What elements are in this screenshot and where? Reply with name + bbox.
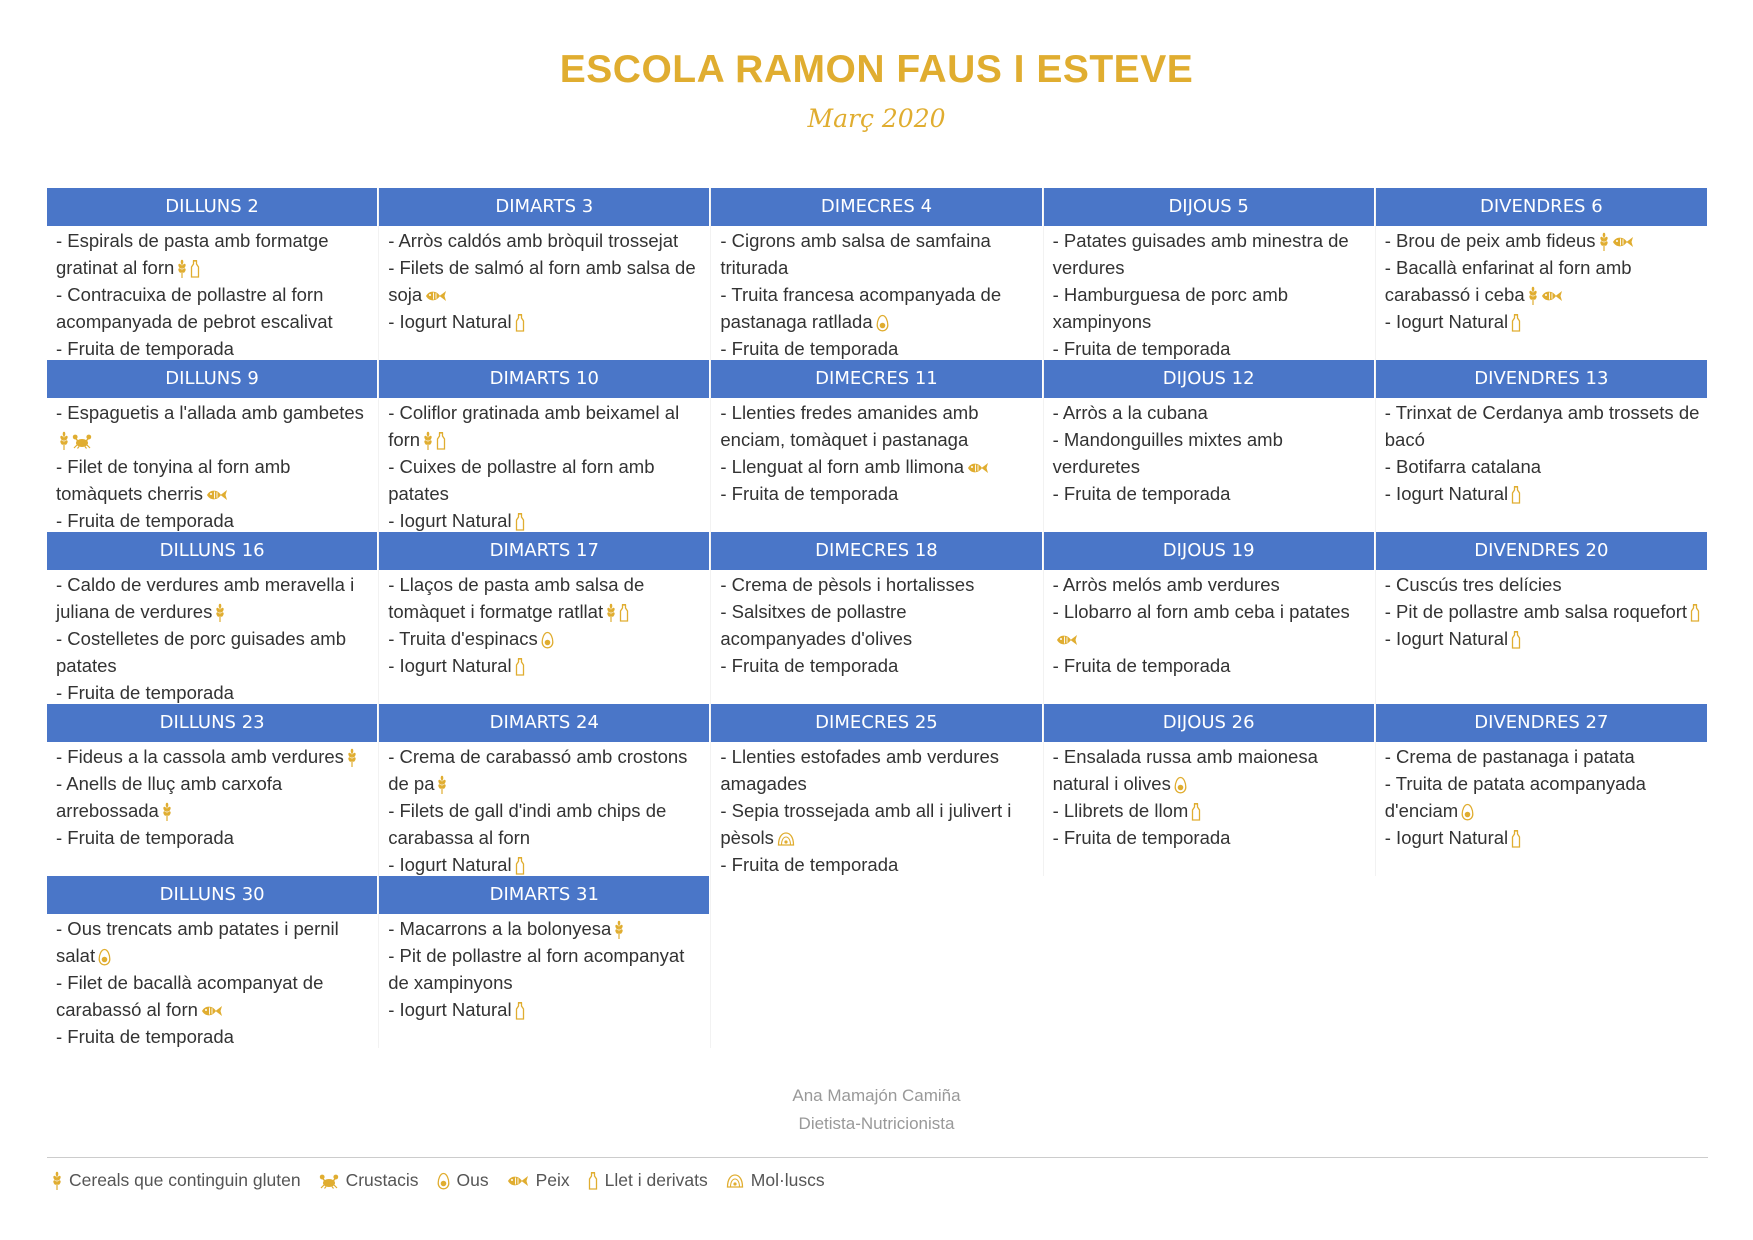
fish-icon bbox=[507, 1174, 529, 1188]
day-header: DIMECRES 18 bbox=[711, 532, 1042, 570]
gluten-wheat-icon bbox=[215, 603, 225, 623]
milk-bottle-icon bbox=[515, 1001, 525, 1021]
dish-text: - Iogurt Natural bbox=[388, 311, 512, 332]
menu-dish bbox=[388, 652, 704, 679]
day-menu bbox=[1044, 226, 1375, 362]
menu-dish bbox=[1053, 797, 1369, 824]
dish-text: - Fruita de temporada bbox=[720, 854, 899, 875]
menu-dish bbox=[56, 571, 372, 625]
gluten-wheat-icon bbox=[1528, 286, 1538, 306]
day-header: DIMECRES 4 bbox=[711, 188, 1042, 226]
dish-text: - Crema de pèsols i hortalisses bbox=[720, 574, 975, 595]
dish-text: - Pit de pollastre al forn acompanyat de xampinyons bbox=[388, 945, 685, 993]
day-cell bbox=[379, 704, 711, 876]
day-menu bbox=[1376, 742, 1708, 851]
dish-text: - Botifarra catalana bbox=[1384, 456, 1542, 477]
dish-text: - Truita d'espinacs bbox=[388, 628, 538, 649]
crab-icon bbox=[319, 1173, 339, 1189]
day-menu bbox=[711, 398, 1042, 507]
footer-divider bbox=[47, 1157, 1708, 1158]
day-menu bbox=[379, 570, 710, 679]
day-header: DIMECRES 11 bbox=[711, 360, 1042, 398]
dish-text: - Mandonguilles mixtes amb verduretes bbox=[1052, 429, 1283, 477]
day-cell bbox=[711, 704, 1043, 876]
menu-dish bbox=[388, 996, 704, 1023]
gluten-wheat-icon bbox=[1599, 232, 1609, 252]
dish-text: - Iogurt Natural bbox=[388, 510, 512, 531]
egg-icon bbox=[1174, 776, 1187, 794]
milk-bottle-icon bbox=[515, 313, 525, 333]
menu-dish bbox=[56, 625, 372, 679]
menu-dish bbox=[1385, 254, 1702, 308]
dish-text: - Bacallà enfarinat al forn amb carabassó i ceba bbox=[1384, 257, 1632, 305]
dish-text: - Fruita de temporada bbox=[56, 827, 234, 848]
menu-dish bbox=[1053, 227, 1369, 281]
milk-bottle-icon bbox=[1511, 313, 1521, 333]
gluten-wheat-icon bbox=[177, 259, 187, 279]
dish-text: - Iogurt Natural bbox=[1384, 827, 1509, 848]
dish-text: - Espirals de pasta amb formatge gratinat al forn bbox=[56, 230, 329, 278]
menu-dish bbox=[1385, 770, 1702, 824]
fish-icon bbox=[1056, 633, 1078, 647]
menu-dish bbox=[1385, 571, 1702, 598]
dish-text: - Fideus a la cassola amb verdures bbox=[56, 746, 344, 767]
gluten-wheat-icon bbox=[606, 603, 616, 623]
day-cell bbox=[379, 876, 711, 1048]
dish-text: - Fruita de temporada bbox=[1052, 338, 1231, 359]
menu-dish bbox=[56, 227, 372, 281]
dish-text: - Arròs caldós amb bròquil trossejat bbox=[388, 230, 679, 251]
egg-icon bbox=[98, 948, 111, 966]
dish-text: - Coliflor gratinada amb beixamel al forn bbox=[388, 402, 680, 450]
dish-text: - Contracuixa de pollastre al forn acompanyada de pebrot escalivat bbox=[56, 284, 333, 332]
day-cell bbox=[711, 360, 1043, 532]
menu-dish bbox=[56, 507, 372, 534]
dish-text: - Fruita de temporada bbox=[56, 682, 234, 703]
menu-dish bbox=[720, 598, 1036, 652]
week-row bbox=[47, 360, 1708, 532]
crab-icon bbox=[72, 433, 92, 449]
dish-text: - Llenguat al forn amb llimona bbox=[720, 456, 965, 477]
milk-bottle-icon bbox=[1191, 802, 1201, 822]
menu-dish bbox=[56, 969, 372, 1023]
legend-item bbox=[588, 1170, 708, 1191]
day-cell bbox=[711, 188, 1043, 360]
day-menu bbox=[47, 226, 378, 362]
dish-text: - Truita francesa acompanyada de pastanaga ratllada bbox=[720, 284, 1002, 332]
milk-bottle-icon bbox=[515, 856, 525, 876]
menu-dish bbox=[388, 227, 704, 254]
dish-text: - Truita de patata acompanyada d'enciam bbox=[1384, 773, 1646, 821]
legend-label: Mol·luscs bbox=[750, 1170, 825, 1190]
mollusc-shell-icon bbox=[777, 831, 795, 847]
legend-label: Peix bbox=[535, 1170, 570, 1190]
day-menu bbox=[379, 226, 710, 335]
milk-bottle-icon bbox=[619, 603, 629, 623]
fish-icon bbox=[425, 289, 447, 303]
menu-dish bbox=[1053, 426, 1369, 480]
menu-dish bbox=[720, 652, 1036, 679]
page-subtitle: Març 2020 bbox=[807, 104, 946, 133]
day-menu bbox=[711, 742, 1042, 878]
dish-text: - Hamburguesa de porc amb xampinyons bbox=[1052, 284, 1289, 332]
menu-dish bbox=[1385, 743, 1702, 770]
menu-dish bbox=[388, 743, 704, 797]
day-menu bbox=[1376, 398, 1708, 507]
menu-dish bbox=[56, 399, 372, 453]
menu-dish bbox=[720, 797, 1036, 851]
milk-bottle-icon bbox=[1511, 485, 1521, 505]
dish-text: - Fruita de temporada bbox=[1052, 655, 1231, 676]
dish-text: - Iogurt Natural bbox=[388, 655, 512, 676]
dish-text: - Iogurt Natural bbox=[1384, 483, 1509, 504]
menu-dish bbox=[56, 915, 372, 969]
day-header: DILLUNS 23 bbox=[47, 704, 378, 742]
menu-dish bbox=[1385, 824, 1702, 851]
fish-icon bbox=[201, 1004, 223, 1018]
dish-text: - Ensalada russa amb maionesa natural i olives bbox=[1052, 746, 1318, 794]
dish-text: - Cigrons amb salsa de samfaina triturada bbox=[720, 230, 991, 278]
menu-dish bbox=[720, 851, 1036, 878]
day-menu bbox=[379, 914, 710, 1023]
menu-dish bbox=[56, 743, 372, 770]
dish-text: - Fruita de temporada bbox=[720, 338, 899, 359]
menu-dish bbox=[1385, 625, 1702, 652]
dish-text: - Fruita de temporada bbox=[720, 655, 899, 676]
menu-dish bbox=[56, 281, 372, 335]
menu-dish bbox=[720, 399, 1036, 453]
menu-dish bbox=[1053, 399, 1369, 426]
menu-dish bbox=[56, 770, 372, 824]
dish-text: - Llaços de pasta amb salsa de tomàquet i formatge ratllat bbox=[388, 574, 645, 622]
legend-label: Llet i derivats bbox=[604, 1170, 708, 1190]
legend-item bbox=[726, 1170, 825, 1191]
day-header: DIMARTS 31 bbox=[379, 876, 710, 914]
day-cell bbox=[47, 532, 379, 704]
dish-text: - Anells de lluç amb carxofa arrebossada bbox=[56, 773, 283, 821]
day-menu bbox=[47, 914, 378, 1050]
gluten-wheat-icon bbox=[423, 431, 433, 451]
dish-text: - Iogurt Natural bbox=[1384, 628, 1509, 649]
empty-day-cell bbox=[1376, 876, 1708, 1048]
dish-text: - Fruita de temporada bbox=[56, 510, 234, 531]
menu-dish bbox=[388, 942, 704, 996]
dish-text: - Llenties fredes amanides amb enciam, tomàquet i pastanaga bbox=[720, 402, 979, 450]
day-menu bbox=[711, 570, 1042, 679]
menu-dish bbox=[1385, 308, 1702, 335]
day-cell bbox=[1044, 704, 1376, 876]
day-cell bbox=[1044, 188, 1376, 360]
gluten-wheat-icon bbox=[162, 802, 172, 822]
legend-label: Cereals que continguin gluten bbox=[69, 1170, 301, 1190]
milk-bottle-icon bbox=[515, 657, 525, 677]
dish-text: - Fruita de temporada bbox=[720, 483, 899, 504]
menu-dish bbox=[388, 254, 704, 308]
week-row bbox=[47, 704, 1708, 876]
menu-dish bbox=[388, 399, 704, 453]
day-cell bbox=[47, 360, 379, 532]
day-menu bbox=[47, 398, 378, 534]
dish-text: - Filet de bacallà acompanyat de carabassó al forn bbox=[56, 972, 324, 1020]
fish-icon bbox=[1541, 289, 1563, 303]
menu-dish bbox=[1053, 571, 1369, 598]
menu-calendar bbox=[47, 188, 1708, 1048]
dish-text: - Arròs a la cubana bbox=[1052, 402, 1208, 423]
menu-dish bbox=[720, 480, 1036, 507]
day-header: DIVENDRES 27 bbox=[1376, 704, 1708, 742]
milk-bottle-icon bbox=[436, 431, 446, 451]
legend-label: Crustacis bbox=[345, 1170, 419, 1190]
dish-text: - Crema de pastanaga i patata bbox=[1384, 746, 1635, 767]
legend-label: Ous bbox=[456, 1170, 489, 1190]
fish-icon bbox=[206, 488, 228, 502]
dish-text: - Fruita de temporada bbox=[56, 1026, 234, 1047]
dish-text: - Filets de gall d'indi amb chips de carabassa al forn bbox=[388, 800, 667, 848]
day-menu bbox=[1376, 226, 1708, 335]
day-header: DIJOUS 26 bbox=[1044, 704, 1375, 742]
day-cell bbox=[379, 188, 711, 360]
menu-dish bbox=[1053, 743, 1369, 797]
menu-dish bbox=[388, 308, 704, 335]
empty-day-cell bbox=[1044, 876, 1376, 1048]
menu-dish bbox=[1385, 227, 1702, 254]
day-cell bbox=[1376, 704, 1708, 876]
menu-dish bbox=[56, 453, 372, 507]
menu-dish bbox=[56, 824, 372, 851]
day-header: DIVENDRES 13 bbox=[1376, 360, 1708, 398]
milk-bottle-icon bbox=[515, 512, 525, 532]
day-header: DIMECRES 25 bbox=[711, 704, 1042, 742]
menu-dish bbox=[720, 335, 1036, 362]
gluten-wheat-icon bbox=[614, 920, 624, 940]
egg-icon bbox=[437, 1172, 450, 1190]
day-header: DIJOUS 12 bbox=[1044, 360, 1375, 398]
gluten-wheat-icon bbox=[59, 431, 69, 451]
menu-dish bbox=[1385, 399, 1702, 453]
day-header: DIVENDRES 20 bbox=[1376, 532, 1708, 570]
day-header: DIJOUS 5 bbox=[1044, 188, 1375, 226]
menu-dish bbox=[1053, 335, 1369, 362]
day-header: DIMARTS 24 bbox=[379, 704, 710, 742]
menu-dish bbox=[720, 743, 1036, 797]
page-title: ESCOLA RAMON FAUS I ESTEVE bbox=[559, 48, 1194, 91]
day-cell bbox=[1044, 532, 1376, 704]
dish-text: - Pit de pollastre amb salsa roquefort bbox=[1384, 601, 1688, 622]
menu-dish bbox=[720, 453, 1036, 480]
day-header: DIJOUS 19 bbox=[1044, 532, 1375, 570]
day-cell bbox=[47, 704, 379, 876]
legend-item bbox=[319, 1170, 419, 1191]
menu-dish bbox=[720, 571, 1036, 598]
menu-dish bbox=[1053, 598, 1369, 652]
day-header: DIVENDRES 6 bbox=[1376, 188, 1708, 226]
day-cell bbox=[1376, 532, 1708, 704]
day-header: DIMARTS 3 bbox=[379, 188, 710, 226]
milk-bottle-icon bbox=[1690, 603, 1700, 623]
dish-text: - Arròs melós amb verdures bbox=[1052, 574, 1280, 595]
day-menu bbox=[1044, 742, 1375, 851]
legend-item bbox=[507, 1170, 570, 1191]
dish-text: - Trinxat de Cerdanya amb trossets de bacó bbox=[1384, 402, 1700, 450]
week-row bbox=[47, 876, 1708, 1048]
dish-text: - Salsitxes de pollastre acompanyades d'olives bbox=[720, 601, 913, 649]
dish-text: - Cuixes de pollastre al forn amb patates bbox=[388, 456, 655, 504]
menu-dish bbox=[388, 453, 704, 507]
menu-dish bbox=[1385, 453, 1702, 480]
day-header: DIMARTS 17 bbox=[379, 532, 710, 570]
dish-text: - Cuscús tres delícies bbox=[1384, 574, 1562, 595]
day-menu bbox=[379, 742, 710, 878]
author-name: Ana Mamajón Camiña bbox=[792, 1086, 961, 1105]
menu-dish bbox=[1385, 598, 1702, 625]
day-cell bbox=[1376, 188, 1708, 360]
dish-text: - Costelletes de porc guisades amb patates bbox=[56, 628, 346, 676]
day-header: DILLUNS 30 bbox=[47, 876, 378, 914]
egg-icon bbox=[1461, 803, 1474, 821]
week-row bbox=[47, 532, 1708, 704]
dish-text: - Iogurt Natural bbox=[388, 854, 512, 875]
dish-text: - Fruita de temporada bbox=[56, 338, 234, 359]
dish-text: - Filet de tonyina al forn amb tomàquets cherris bbox=[56, 456, 291, 504]
empty-day-cell bbox=[711, 876, 1043, 1048]
dish-text: - Crema de carabassó amb crostons de pa bbox=[388, 746, 688, 794]
fish-icon bbox=[967, 461, 989, 475]
day-menu bbox=[1376, 570, 1708, 652]
day-cell bbox=[1376, 360, 1708, 532]
day-menu bbox=[1044, 398, 1375, 507]
day-cell bbox=[47, 876, 379, 1048]
dish-text: - Iogurt Natural bbox=[1384, 311, 1509, 332]
day-cell bbox=[379, 360, 711, 532]
week-row bbox=[47, 188, 1708, 360]
menu-dish bbox=[56, 679, 372, 706]
dish-text: - Filets de salmó al forn amb salsa de soja bbox=[388, 257, 696, 305]
menu-dish bbox=[1053, 824, 1369, 851]
menu-dish bbox=[1053, 652, 1369, 679]
menu-dish bbox=[388, 625, 704, 652]
menu-dish bbox=[388, 851, 704, 878]
day-cell bbox=[711, 532, 1043, 704]
day-menu bbox=[1044, 570, 1375, 679]
author-role: Dietista-Nutricionista bbox=[798, 1114, 955, 1133]
egg-icon bbox=[541, 631, 554, 649]
dish-text: - Sepia trossejada amb all i julivert i pèsols bbox=[720, 800, 1012, 848]
gluten-wheat-icon bbox=[52, 1171, 62, 1191]
day-menu bbox=[379, 398, 710, 534]
menu-dish bbox=[56, 1023, 372, 1050]
menu-dish bbox=[388, 571, 704, 625]
dish-text: - Iogurt Natural bbox=[388, 999, 512, 1020]
menu-dish bbox=[388, 797, 704, 851]
milk-bottle-icon bbox=[1511, 829, 1521, 849]
dish-text: - Fruita de temporada bbox=[1052, 827, 1231, 848]
dish-text: - Ous trencats amb patates i pernil salat bbox=[56, 918, 339, 966]
dish-text: - Espaguetis a l'allada amb gambetes bbox=[56, 402, 364, 423]
gluten-wheat-icon bbox=[437, 775, 447, 795]
dish-text: - Fruita de temporada bbox=[1052, 483, 1231, 504]
fish-icon bbox=[1612, 235, 1634, 249]
dish-text: - Llibrets de llom bbox=[1052, 800, 1189, 821]
day-cell bbox=[379, 532, 711, 704]
day-header: DILLUNS 16 bbox=[47, 532, 378, 570]
dish-text: - Brou de peix amb fideus bbox=[1384, 230, 1596, 251]
day-cell bbox=[47, 188, 379, 360]
menu-dish bbox=[1053, 281, 1369, 335]
menu-dish bbox=[1053, 480, 1369, 507]
dish-text: - Macarrons a la bolonyesa bbox=[388, 918, 612, 939]
mollusc-shell-icon bbox=[726, 1173, 744, 1189]
legend-item bbox=[437, 1170, 489, 1191]
day-header: DILLUNS 2 bbox=[47, 188, 378, 226]
milk-bottle-icon bbox=[1511, 630, 1521, 650]
allergen-legend bbox=[52, 1170, 843, 1191]
dish-text: - Llobarro al forn amb ceba i patates bbox=[1052, 601, 1350, 622]
dish-text: - Caldo de verdures amb meravella i juliana de verdures bbox=[56, 574, 355, 622]
day-menu bbox=[711, 226, 1042, 362]
dish-text: - Patates guisades amb minestra de verdures bbox=[1052, 230, 1349, 278]
day-header: DILLUNS 9 bbox=[47, 360, 378, 398]
day-header: DIMARTS 10 bbox=[379, 360, 710, 398]
egg-icon bbox=[876, 314, 889, 332]
milk-bottle-icon bbox=[190, 259, 200, 279]
day-cell bbox=[1044, 360, 1376, 532]
legend-item bbox=[52, 1170, 301, 1191]
menu-dish bbox=[388, 507, 704, 534]
menu-dish bbox=[1385, 480, 1702, 507]
day-menu bbox=[47, 570, 378, 706]
day-menu bbox=[47, 742, 378, 851]
menu-dish bbox=[56, 335, 372, 362]
menu-dish bbox=[720, 281, 1036, 335]
gluten-wheat-icon bbox=[347, 748, 357, 768]
milk-bottle-icon bbox=[588, 1171, 598, 1191]
dish-text: - Llenties estofades amb verdures amagades bbox=[720, 746, 1000, 794]
menu-dish bbox=[388, 915, 704, 942]
menu-dish bbox=[720, 227, 1036, 281]
